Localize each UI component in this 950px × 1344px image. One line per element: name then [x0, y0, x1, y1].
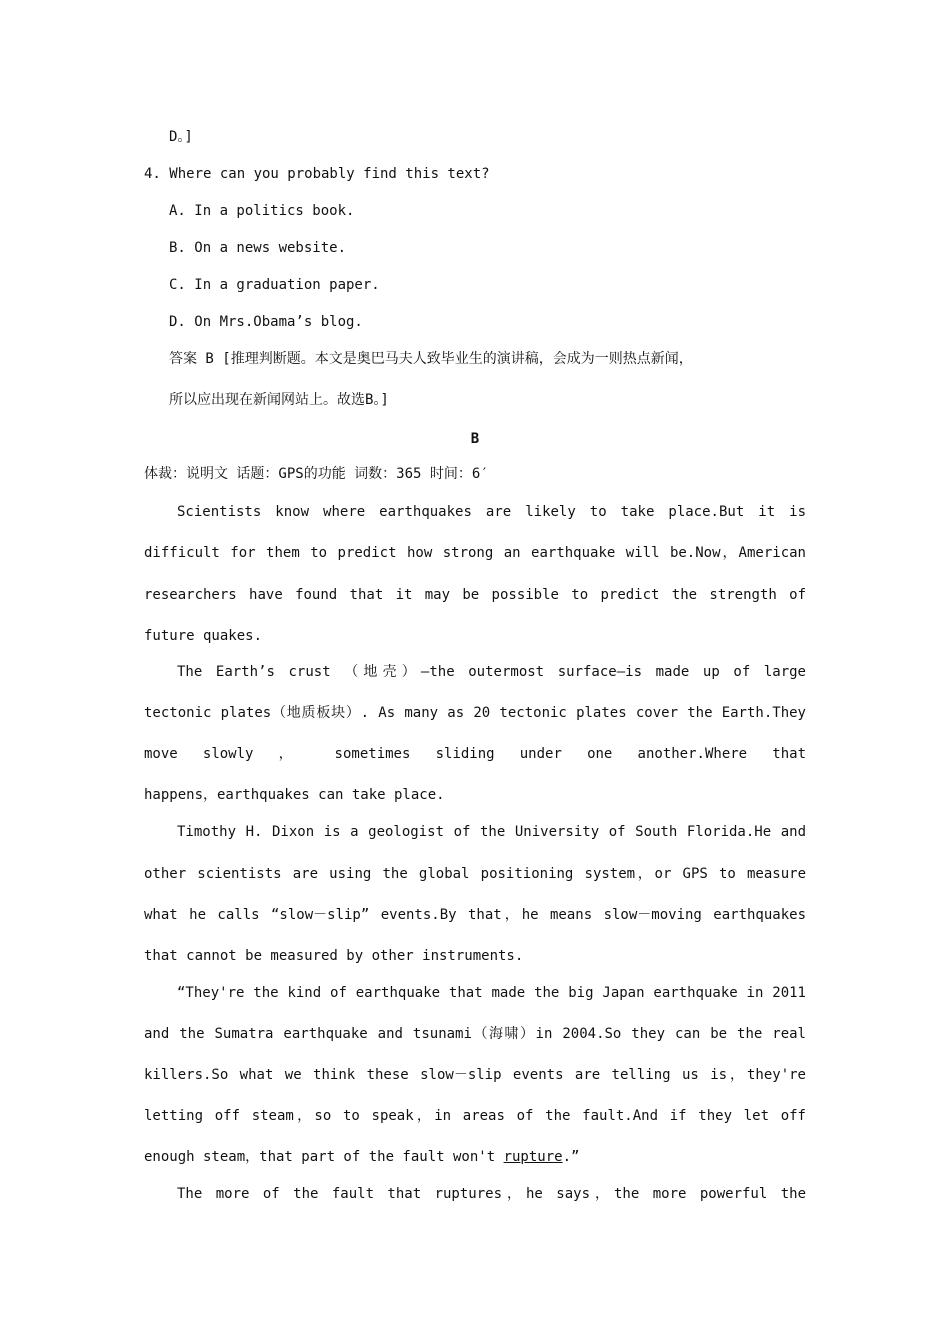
answer-explanation-line2: 所以应出现在新闻网站上。故选B。]	[169, 392, 389, 408]
paragraph-5-line-1: The more of the fault that ruptures，he says，the more powerful the	[177, 1186, 806, 1202]
option-b: B. On a news website.	[169, 240, 347, 256]
passage-meta: 体裁：说明文 话题：GPS的功能 词数：365 时间：6′	[144, 466, 489, 482]
paragraph-2-line-3: move slowly ， sometimes sliding under one another.Where that	[144, 746, 806, 762]
paragraph-2-line-4: happens，earthquakes can take place.	[144, 787, 445, 803]
paragraph-1-line-1: Scientists know where earthquakes are likely to take place.But it is	[177, 504, 806, 520]
paragraph-1-line-2: difficult for them to predict how strong an earthquake will be.Now，American	[144, 545, 806, 561]
paragraph-4-line-3: killers.So what we think these slow－slip events are telling us is，they're	[144, 1067, 806, 1083]
paragraph-4-line-4: letting off steam，so to speak，in areas of the fault.And if they let off	[144, 1108, 806, 1124]
paragraph-4-line-5	[144, 1147, 806, 1167]
paragraph-4-line-1: “They're the kind of earthquake that made the big Japan earthquake in 2011	[177, 985, 806, 1001]
option-d: D. On Mrs.Obama’s blog.	[169, 314, 363, 330]
paragraph-3-line-1: Timothy H. Dixon is a geologist of the University of South Florida.He and	[177, 824, 806, 840]
option-a: A. In a politics book.	[169, 203, 355, 219]
paragraph-1-line-3: researchers have found that it may be possible to predict the strength of	[144, 587, 806, 603]
question-4-stem: 4. Where can you probably find this text?	[144, 166, 490, 182]
answer-explanation-line1: 答案 B [推理判断题。本文是奥巴马夫人致毕业生的演讲稿，会成为一则热点新闻，	[169, 351, 693, 367]
paragraph-1-line-4: future quakes.	[144, 628, 263, 644]
section-title: B	[470, 431, 480, 447]
option-c: C. In a graduation paper.	[169, 277, 380, 293]
underlined-word: rupture	[503, 1149, 563, 1165]
q3-answer-tail: D。]	[169, 129, 193, 145]
paragraph-4-line-5-end: .”	[562, 1149, 580, 1165]
paragraph-2-line-2: tectonic plates（地质板块）. As many as 20 tectonic plates cover the Earth.They	[144, 705, 806, 721]
paragraph-3-line-4: that cannot be measured by other instruments.	[144, 948, 524, 964]
paragraph-4-line-2: and the Sumatra earthquake and tsunami（海啸）in 2004.So they can be the real	[144, 1026, 806, 1042]
paragraph-4-line-5-text: enough steam，that part of the fault won't	[144, 1149, 504, 1165]
paragraph-3-line-2: other scientists are using the global positioning system，or GPS to measure	[144, 866, 806, 882]
paragraph-3-line-3: what he calls “slow－slip” events.By that，he means slow－moving earthquakes	[144, 907, 806, 923]
paragraph-2-line-1: The Earth’s crust （地壳）—the outermost surface—is made up of large	[177, 664, 806, 680]
